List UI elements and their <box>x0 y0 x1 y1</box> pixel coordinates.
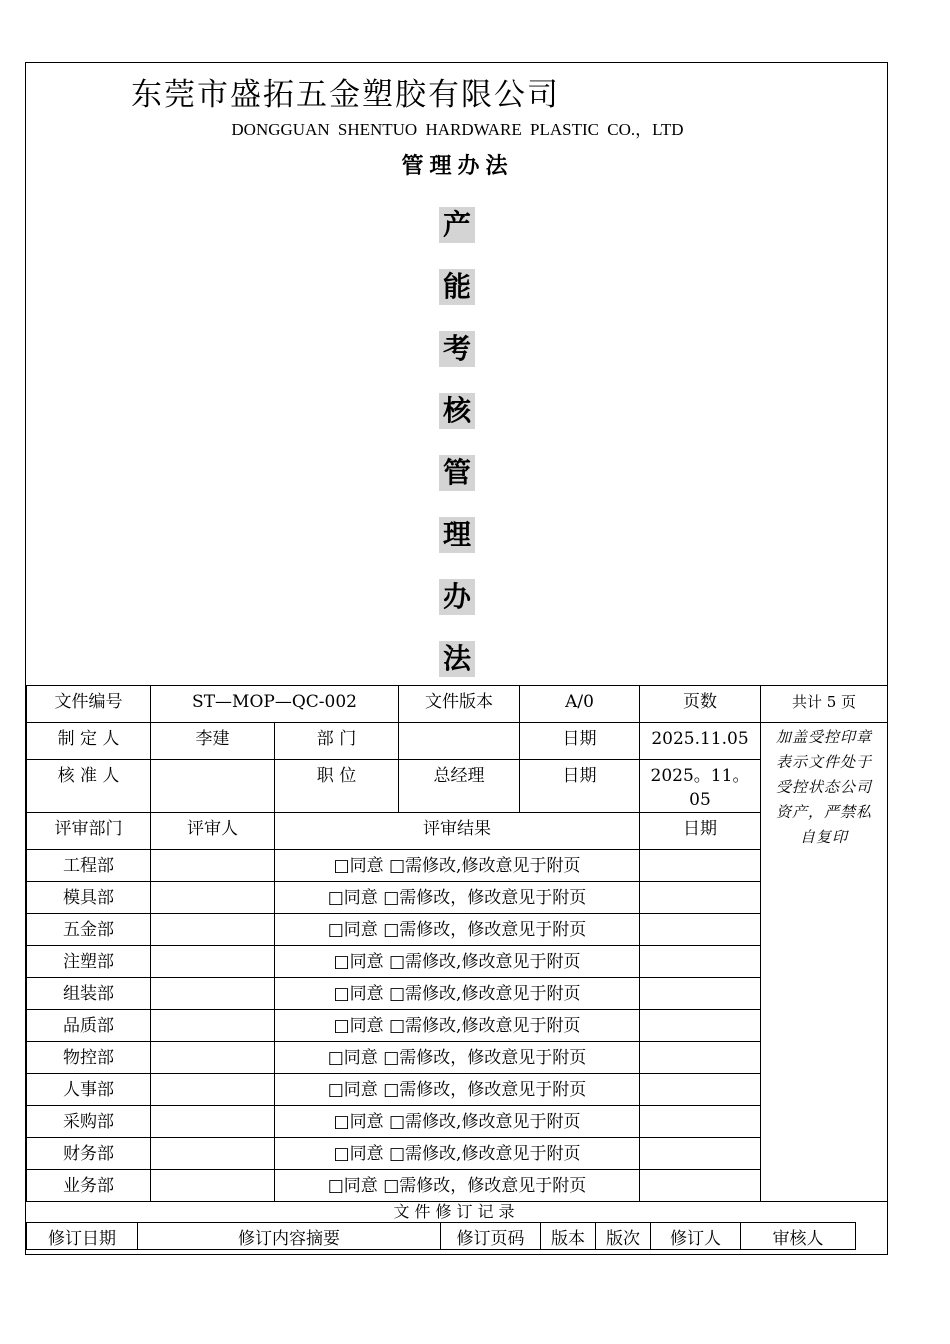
review-header-result: 评审结果 <box>275 813 640 850</box>
document-frame <box>25 62 888 1255</box>
rev-header-pages: 修订页码 <box>441 1223 541 1250</box>
rev-header-reviser: 修订人 <box>651 1223 741 1250</box>
review-reviewer[interactable] <box>151 914 275 946</box>
review-result[interactable]: □同意 □需修改,修改意见于附页 <box>275 1106 640 1138</box>
controlled-stamp-note: 加盖受控印章表示文件处于受控状态公司资产，严禁私自复印 <box>761 723 888 1202</box>
title-char: 法 <box>439 641 475 677</box>
doc-no-value: ST—MOP—QC-002 <box>151 686 399 723</box>
rev-header-auditor: 审核人 <box>741 1223 856 1250</box>
review-date[interactable] <box>640 1074 761 1106</box>
revision-record-caption: 文件修订记录 <box>393 1202 520 1221</box>
review-result[interactable]: □同意 □需修改，修改意见于附页 <box>275 1042 640 1074</box>
review-header-reviewer: 评审人 <box>151 813 275 850</box>
date-label: 日期 <box>520 723 640 760</box>
review-date[interactable] <box>640 1010 761 1042</box>
review-dept: 人事部 <box>27 1074 151 1106</box>
review-dept: 财务部 <box>27 1138 151 1170</box>
review-date[interactable] <box>640 914 761 946</box>
version-label: 文件版本 <box>399 686 520 723</box>
rev-header-edition: 版次 <box>596 1223 651 1250</box>
title-char: 能 <box>439 269 475 305</box>
review-reviewer[interactable] <box>151 1138 275 1170</box>
review-result[interactable]: □同意 □需修改,修改意见于附页 <box>275 1138 640 1170</box>
review-result[interactable]: □同意 □需修改,修改意见于附页 <box>275 850 640 882</box>
review-date[interactable] <box>640 1106 761 1138</box>
review-date[interactable] <box>640 1042 761 1074</box>
review-date[interactable] <box>640 850 761 882</box>
company-name-en: DONGGUAN SHENTUO HARDWARE PLASTIC CO.，LTD <box>231 120 684 139</box>
doc-no-label: 文件编号 <box>27 686 151 723</box>
review-date[interactable] <box>640 882 761 914</box>
review-result[interactable]: □同意 □需修改,修改意见于附页 <box>275 978 640 1010</box>
approver-value <box>151 760 275 813</box>
review-dept: 工程部 <box>27 850 151 882</box>
rev-header-date: 修订日期 <box>27 1223 138 1250</box>
review-result[interactable]: □同意 □需修改，修改意见于附页 <box>275 882 640 914</box>
pages-label: 页数 <box>640 686 761 723</box>
review-reviewer[interactable] <box>151 1106 275 1138</box>
review-dept: 品质部 <box>27 1010 151 1042</box>
review-reviewer[interactable] <box>151 1170 275 1202</box>
company-name-cn: 东莞市盛拓五金塑胶有限公司 <box>131 77 560 113</box>
review-dept: 模具部 <box>27 882 151 914</box>
review-reviewer[interactable] <box>151 882 275 914</box>
approver-label: 核 准 人 <box>27 760 151 813</box>
dept-label: 部 门 <box>275 723 399 760</box>
review-reviewer[interactable] <box>151 1042 275 1074</box>
review-dept: 物控部 <box>27 1042 151 1074</box>
title-char: 考 <box>439 331 475 367</box>
review-dept: 五金部 <box>27 914 151 946</box>
version-value: A/0 <box>520 686 640 723</box>
review-dept: 注塑部 <box>27 946 151 978</box>
date-label: 日期 <box>520 760 640 813</box>
review-reviewer[interactable] <box>151 978 275 1010</box>
author-value: 李建 <box>151 723 275 760</box>
review-result[interactable]: □同意 □需修改,修改意见于附页 <box>275 946 640 978</box>
review-result[interactable]: □同意 □需修改，修改意见于附页 <box>275 1074 640 1106</box>
review-header-date: 日期 <box>640 813 761 850</box>
review-result[interactable]: □同意 □需修改,修改意见于附页 <box>275 1010 640 1042</box>
title-char: 产 <box>439 207 475 243</box>
review-dept: 业务部 <box>27 1170 151 1202</box>
pages-value: 共计 5 页 <box>761 686 888 723</box>
rev-header-summary: 修订内容摘要 <box>138 1223 441 1250</box>
review-reviewer[interactable] <box>151 1010 275 1042</box>
position-label: 职 位 <box>275 760 399 813</box>
review-result[interactable]: □同意 □需修改，修改意见于附页 <box>275 1170 640 1202</box>
approve-date-value: 2025。11。05 <box>640 760 761 813</box>
review-reviewer[interactable] <box>151 850 275 882</box>
review-date[interactable] <box>640 1170 761 1202</box>
review-date[interactable] <box>640 978 761 1010</box>
position-value: 总经理 <box>399 760 520 813</box>
review-header-dept: 评审部门 <box>27 813 151 850</box>
document-title <box>439 207 475 703</box>
author-label: 制 定 人 <box>27 723 151 760</box>
review-date[interactable] <box>640 1138 761 1170</box>
review-dept: 组装部 <box>27 978 151 1010</box>
dept-value <box>399 723 520 760</box>
revision-record-table <box>26 1222 856 1250</box>
title-char: 办 <box>439 579 475 615</box>
review-date[interactable] <box>640 946 761 978</box>
review-reviewer[interactable] <box>151 1074 275 1106</box>
title-char: 核 <box>439 393 475 429</box>
review-dept: 采购部 <box>27 1106 151 1138</box>
author-date-value: 2025.11.05 <box>640 723 761 760</box>
title-char: 管 <box>439 455 475 491</box>
document-type: 管理办法 <box>401 154 514 179</box>
review-result[interactable]: □同意 □需修改，修改意见于附页 <box>275 914 640 946</box>
rev-header-version: 版本 <box>541 1223 596 1250</box>
title-char: 理 <box>439 517 475 553</box>
review-reviewer[interactable] <box>151 946 275 978</box>
document-control-table <box>26 685 888 1202</box>
